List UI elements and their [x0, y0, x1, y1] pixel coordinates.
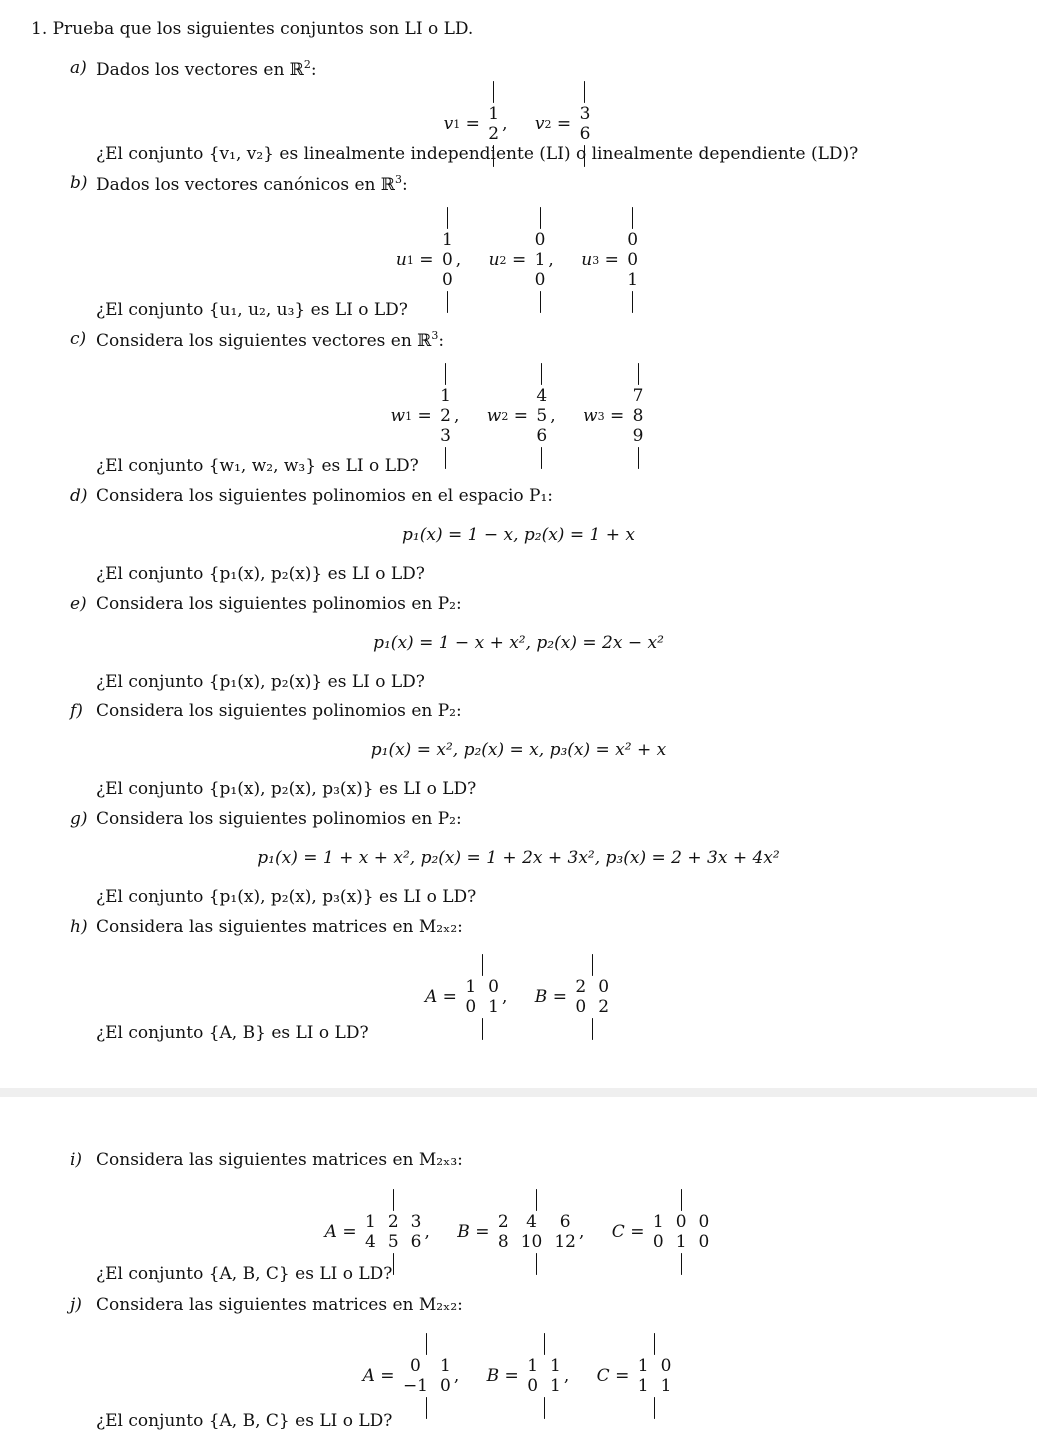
matrix-cell: 0 [527, 1376, 539, 1396]
equals-sign: = [465, 114, 480, 134]
item-e-question: ¿El conjunto {p₁(x), p₂(x)} es LI o LD? [96, 672, 425, 692]
equation-e: p₁(x) = 1 − x + x², p₂(x) = 2x − x² [373, 633, 664, 653]
item-i-intro: Considera las siguientes matrices en M₂ₓ₃: [96, 1150, 463, 1170]
vector-sub: 2 [544, 117, 552, 131]
matrix-C [652, 1190, 710, 1274]
intro-end: : [402, 175, 408, 195]
intro-text: Considera los siguientes vectores en ℝ [96, 331, 432, 351]
exercise-title: 1. Prueba que los siguientes conjuntos son LI o LD. [31, 19, 474, 39]
equals-sign: = [342, 1222, 357, 1242]
matrix-cell: 1 [534, 250, 546, 270]
matrix-cell: 7 [632, 386, 644, 406]
matrix-cell: 1 [550, 1356, 561, 1376]
equals-sign: = [417, 406, 432, 426]
matrix-cell: 2 [440, 406, 451, 426]
matrix-cell: 0 [488, 977, 499, 997]
equals-sign: = [610, 406, 625, 426]
matrix-cell: 1 [627, 270, 639, 290]
matrix-name: C [611, 1222, 625, 1242]
matrix-cells [497, 1210, 577, 1254]
vector-name: v [534, 114, 545, 134]
matrix-cells [464, 975, 500, 1019]
vector-name: v [443, 114, 454, 134]
vector-u2 [534, 208, 547, 312]
matrix-cell: 1 [527, 1356, 539, 1376]
intro-sup: 3 [395, 173, 403, 186]
matrix-cell: 2 [575, 977, 587, 997]
item-d-question: ¿El conjunto {p₁(x), p₂(x)} es LI o LD? [96, 564, 425, 584]
matrix-cell: 10 [520, 1232, 543, 1252]
equation-f: p₁(x) = x², p₂(x) = x, p₃(x) = x² + x [370, 740, 667, 760]
matrix-cells [574, 975, 610, 1019]
matrices-i [0, 1190, 1037, 1274]
item-c-intro [96, 329, 444, 351]
intro-sup: 2 [303, 58, 311, 71]
vector-name: u [488, 250, 500, 270]
matrix-cell: 1 [652, 1212, 664, 1232]
matrix-cell: 3 [440, 426, 451, 446]
intro-sup: 3 [431, 329, 439, 342]
matrix-cell: 3 [579, 104, 591, 124]
matrix-name: A [424, 987, 438, 1007]
matrix-A [464, 955, 500, 1039]
item-i-question: ¿El conjunto {A, B, C} es LI o LD? [96, 1264, 393, 1284]
matrix-cells [626, 228, 639, 292]
matrix-cell: 4 [365, 1232, 376, 1252]
item-c-question: ¿El conjunto {w₁, w₂, w₃} es LI o LD? [96, 456, 419, 476]
matrix-cell: 8 [632, 406, 644, 426]
equals-sign: = [630, 1222, 645, 1242]
vector-sub: 1 [453, 117, 461, 131]
item-a-intro [96, 58, 317, 80]
matrix-cells [637, 1354, 673, 1398]
equals-sign: = [552, 987, 567, 1007]
comma: , [578, 1222, 585, 1242]
equals-sign: = [615, 1366, 630, 1386]
matrix-cell: 0 [441, 250, 453, 270]
equals-sign: = [556, 114, 572, 134]
vector-sub: 2 [499, 253, 507, 267]
matrix-cell: 5 [387, 1232, 399, 1252]
matrix-cell: 3 [410, 1212, 422, 1232]
matrix-cell: 0 [441, 270, 453, 290]
matrix-cell: 0 [440, 1376, 451, 1396]
matrix-cell: 1 [440, 1356, 451, 1376]
matrix-name: B [534, 987, 548, 1007]
vector-u1 [441, 208, 454, 312]
matrix-B [497, 1190, 577, 1274]
equals-sign: = [504, 1366, 519, 1386]
vector-w3 [632, 364, 645, 468]
matrix-cell: 1 [675, 1232, 687, 1252]
matrix-cells [487, 102, 500, 146]
comma: , [550, 406, 556, 426]
matrix-A [402, 1334, 452, 1418]
matrix-name: B [486, 1366, 500, 1386]
matrix-cell: 4 [536, 386, 548, 406]
item-j-intro: Considera las siguientes matrices en M₂ₓ₂: [96, 1295, 463, 1315]
matrix-cell: 0 [698, 1232, 710, 1252]
matrix-cell: 2 [488, 124, 500, 144]
comma: , [453, 406, 460, 426]
matrix-A [364, 1190, 422, 1274]
item-d-intro: Considera los siguientes polinomios en el espacio P₁: [96, 486, 554, 506]
matrix-cell: 6 [579, 124, 591, 144]
matrix-cell: 0 [652, 1232, 664, 1252]
equation-g: p₁(x) = 1 + x + x², p₂(x) = 1 + 2x + 3x², p₃(x) = 2 + 3x + 4x² [257, 848, 780, 868]
vectors-b [0, 208, 1037, 312]
matrix-cell: 0 [534, 230, 546, 250]
item-b-question: ¿El conjunto {u₁, u₂, u₃} es LI o LD? [96, 300, 408, 320]
matrix-cell: 9 [632, 426, 644, 446]
item-e-intro: Considera los siguientes polinomios en P₂: [96, 594, 462, 614]
matrix-cell: 0 [465, 997, 477, 1017]
matrix-cell: 1 [441, 230, 453, 250]
intro-end: : [310, 60, 317, 80]
matrix-cell: 0 [627, 230, 639, 250]
item-label-j: j) [70, 1295, 82, 1315]
item-label-f: f) [70, 701, 83, 721]
equals-sign: = [419, 250, 434, 270]
intro-text: Dados los vectores en ℝ [96, 60, 304, 80]
matrix-cell: 4 [526, 1212, 537, 1232]
matrix-cell: 8 [497, 1232, 509, 1252]
vectors-c [0, 364, 1037, 468]
item-j-question: ¿El conjunto {A, B, C} es LI o LD? [96, 1411, 393, 1431]
matrix-cell: 0 [660, 1356, 672, 1376]
item-label-h: h) [70, 917, 88, 937]
matrix-cell: 1 [637, 1356, 649, 1376]
vector-sub: 1 [406, 253, 414, 267]
vector-name: u [395, 250, 407, 270]
matrix-cell: 12 [554, 1232, 576, 1252]
vector-sub: 3 [592, 253, 600, 267]
item-label-a: a) [70, 58, 87, 78]
item-g-question: ¿El conjunto {p₁(x), p₂(x), p₃(x)} es LI o LD? [96, 887, 477, 907]
item-a-question: ¿El conjunto {v₁, v₂} es linealmente independiente (LI) o linealmente dependiente (LD)? [96, 144, 859, 164]
matrix-B [574, 955, 610, 1039]
matrix-cell: 0 [410, 1356, 421, 1376]
vector-sub: 3 [597, 409, 605, 423]
equals-sign: = [380, 1366, 395, 1386]
matrix-cell: 5 [536, 406, 548, 426]
matrix-B [526, 1334, 562, 1418]
item-b-intro [96, 173, 408, 195]
vector-sub: 2 [501, 409, 509, 423]
equation-d: p₁(x) = 1 − x, p₂(x) = 1 + x [402, 525, 635, 545]
item-f-question: ¿El conjunto {p₁(x), p₂(x), p₃(x)} es LI o LD? [96, 779, 477, 799]
equals-sign: = [604, 250, 619, 270]
matrix-cell: 0 [698, 1212, 710, 1232]
equals-sign: = [442, 987, 457, 1007]
matrix-cell: 0 [575, 997, 587, 1017]
vector-name: u [581, 250, 593, 270]
matrix-name: B [457, 1222, 470, 1242]
matrix-cell: 1 [488, 997, 499, 1017]
vector-name: w [390, 406, 406, 426]
intro-text: Dados los vectores canónicos en ℝ [96, 175, 396, 195]
matrix-cell: 6 [536, 426, 548, 446]
matrix-name: C [596, 1366, 610, 1386]
matrix-C [637, 1334, 673, 1418]
vector-u3 [626, 208, 639, 312]
matrix-cells [441, 228, 454, 292]
item-h-intro: Considera las siguientes matrices en M₂ₓ₂: [96, 917, 463, 937]
matrix-cells [402, 1354, 452, 1398]
item-f-intro: Considera los siguientes polinomios en P₂: [96, 701, 462, 721]
item-label-b: b) [70, 173, 88, 193]
item-g-intro: Considera los siguientes polinomios en P₂: [96, 809, 462, 829]
matrix-cell: 2 [387, 1212, 399, 1232]
comma: , [424, 1222, 430, 1242]
matrix-cell: 1 [488, 104, 500, 124]
matrices-j [0, 1334, 1037, 1418]
item-label-i: i) [70, 1150, 83, 1170]
matrix-cell: 0 [534, 270, 546, 290]
item-label-g: g) [70, 809, 88, 829]
matrix-cell: 1 [365, 1212, 376, 1232]
matrix-cells [364, 1210, 422, 1254]
matrix-cells [579, 102, 592, 146]
matrix-cell: 1 [550, 1376, 561, 1396]
equals-sign: = [475, 1222, 490, 1242]
matrix-cell: 0 [675, 1212, 687, 1232]
matrix-name: A [324, 1222, 337, 1242]
equals-sign: = [511, 250, 527, 270]
intro-end: : [438, 331, 445, 351]
matrix-cells [535, 384, 548, 448]
comma: , [455, 250, 462, 270]
matrix-cells [526, 1354, 562, 1398]
matrix-cell: 0 [627, 250, 639, 270]
item-label-e: e) [70, 594, 87, 614]
matrix-cell: 2 [598, 997, 610, 1017]
vector-w1 [439, 364, 452, 468]
matrix-cell: 6 [559, 1212, 571, 1232]
matrix-cells [439, 384, 452, 448]
matrix-cell: 1 [440, 386, 451, 406]
vector-name: w [486, 406, 502, 426]
matrix-cell: 1 [660, 1376, 672, 1396]
page-separator [0, 1088, 1037, 1097]
item-label-d: d) [70, 486, 88, 506]
vector-sub: 1 [405, 409, 413, 423]
matrix-cell: 1 [637, 1376, 649, 1396]
matrix-cells [652, 1210, 710, 1254]
comma: , [501, 987, 508, 1007]
comma: , [548, 250, 554, 270]
equals-sign: = [513, 406, 528, 426]
matrix-name: A [362, 1366, 375, 1386]
item-h-question: ¿El conjunto {A, B} es LI o LD? [96, 1023, 369, 1043]
matrix-cell: 2 [497, 1212, 509, 1232]
item-label-c: c) [70, 329, 87, 349]
vector-name: w [583, 406, 598, 426]
matrix-cells [632, 384, 645, 448]
matrix-cell: 0 [598, 977, 610, 997]
comma: , [453, 1366, 460, 1386]
comma: , [563, 1366, 570, 1386]
matrix-cell: 1 [465, 977, 477, 997]
matrix-cells [534, 228, 547, 292]
vector-w2 [535, 364, 548, 468]
matrix-cell: 6 [410, 1232, 422, 1252]
matrix-cell: −1 [402, 1376, 428, 1396]
comma: , [502, 114, 508, 134]
